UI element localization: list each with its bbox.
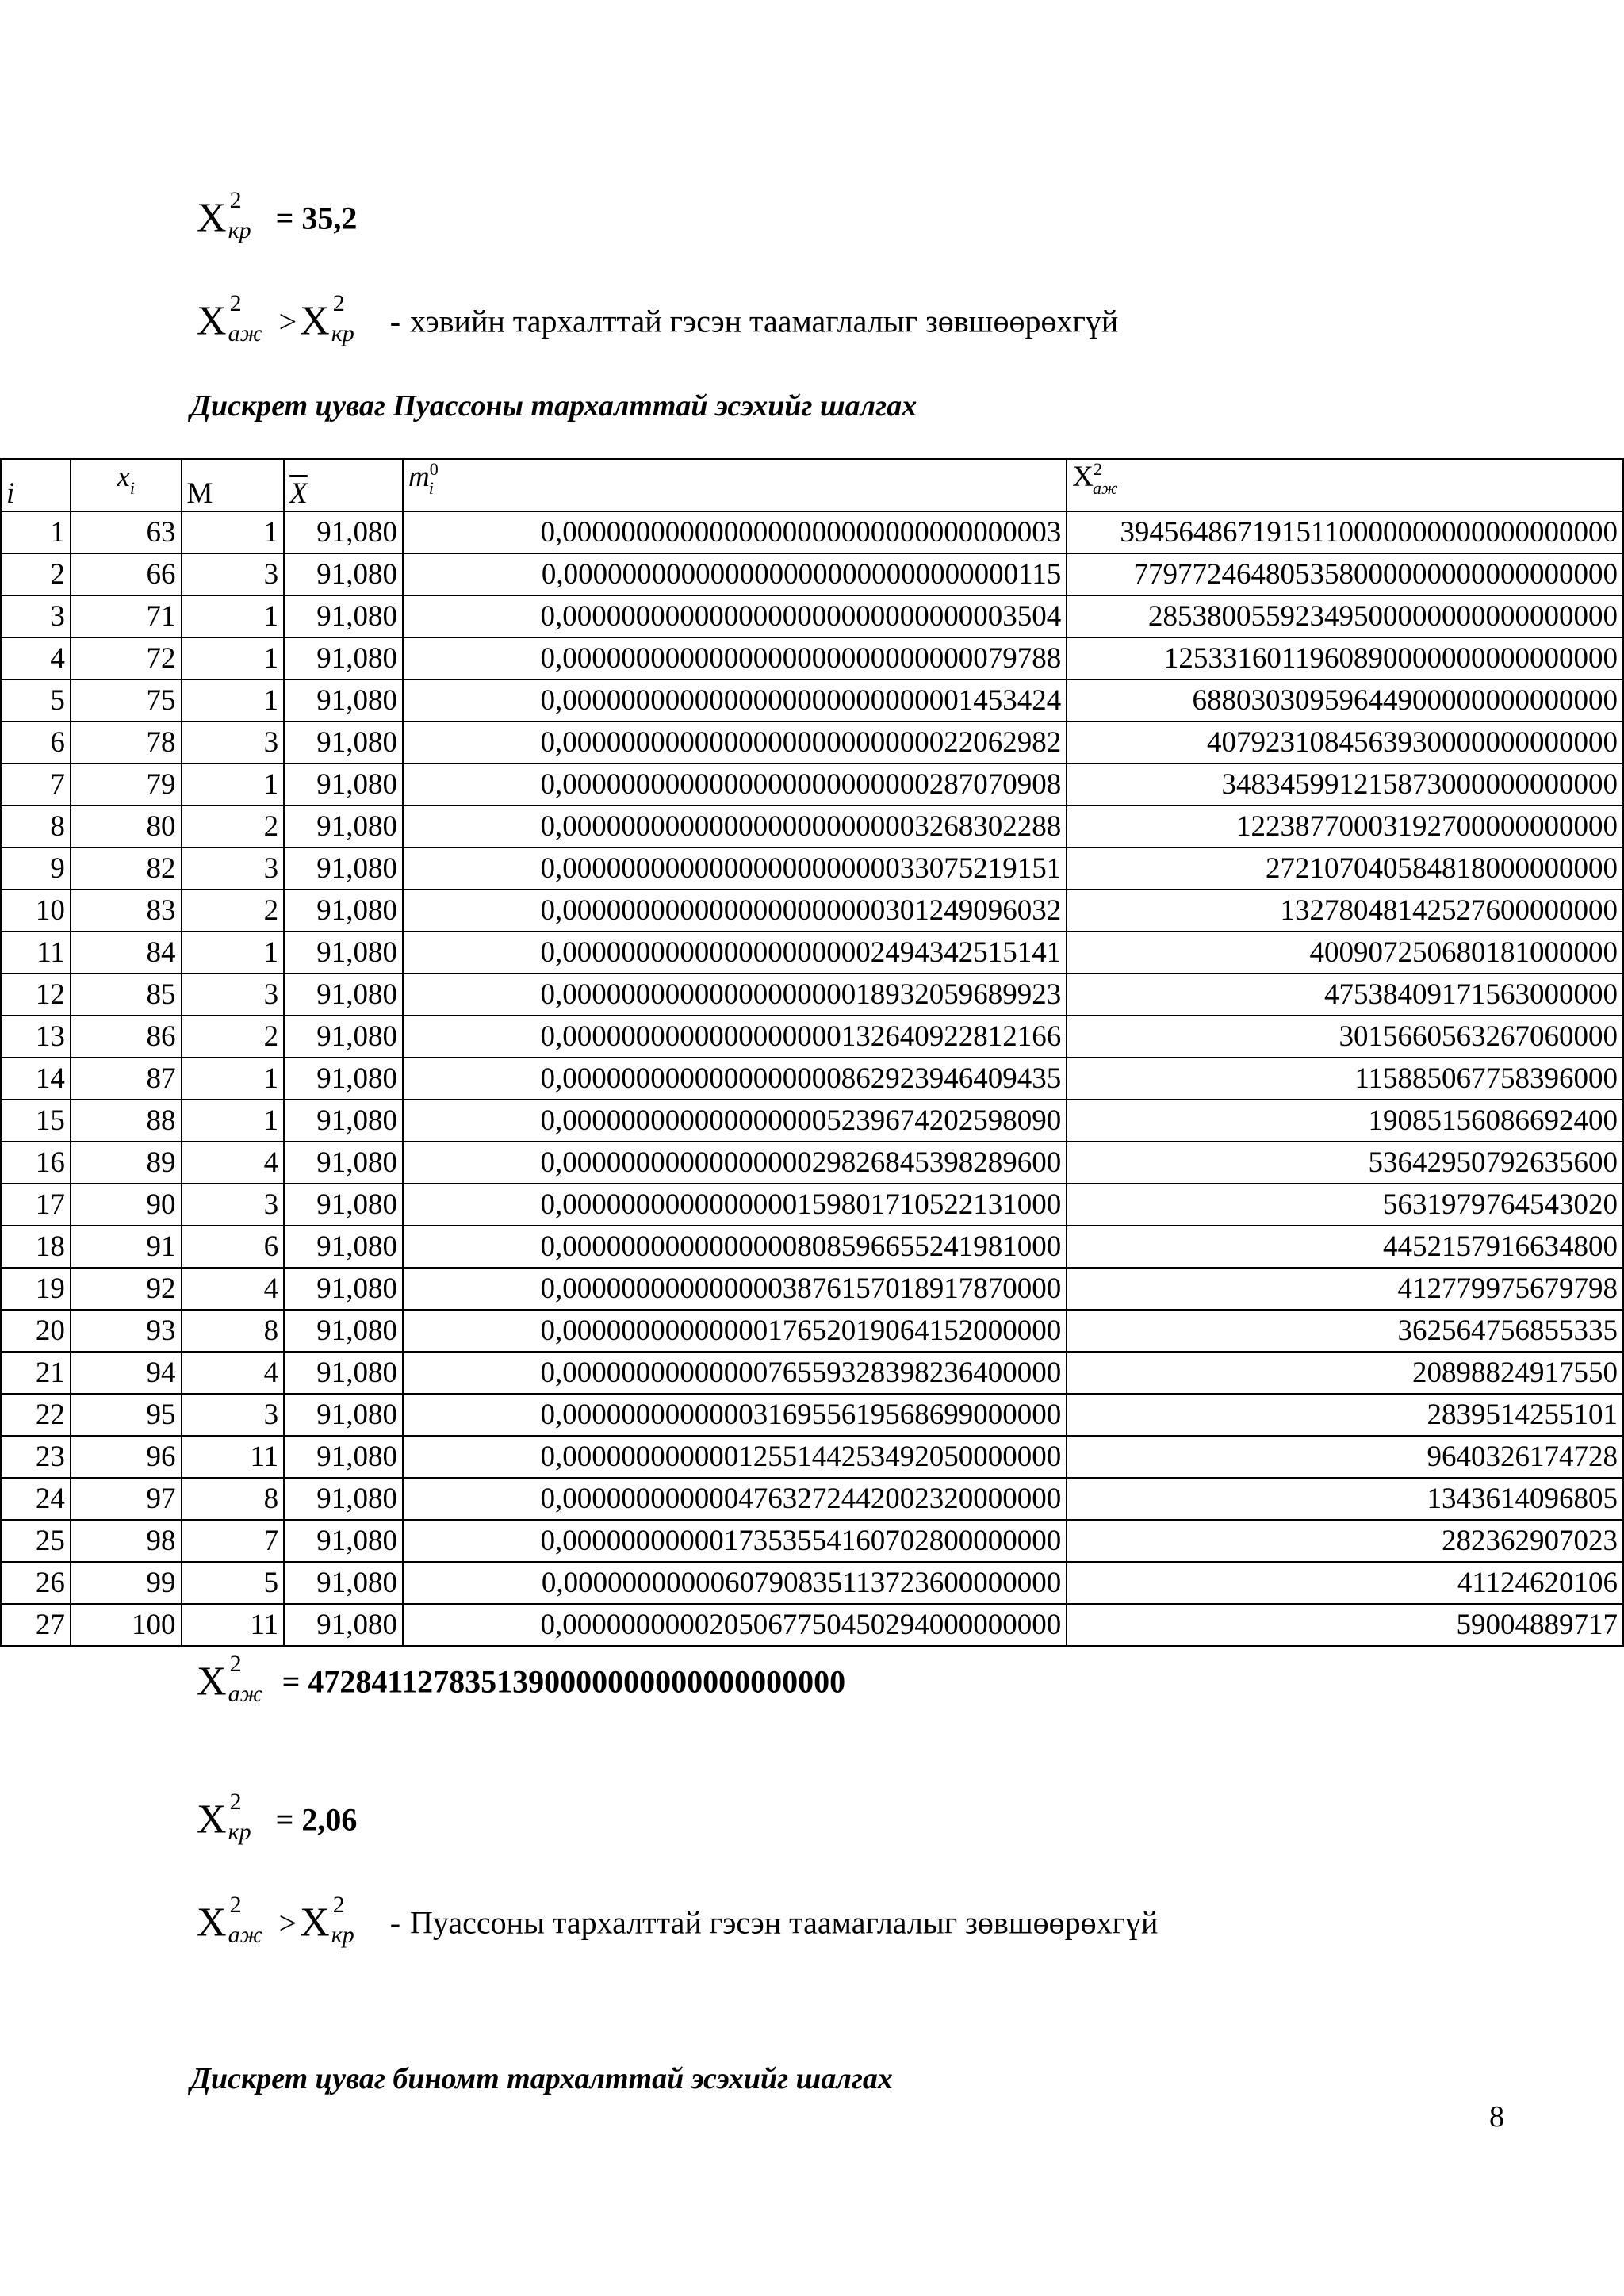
- cell-m: 2: [182, 890, 285, 932]
- cell-x: 94: [71, 1352, 182, 1394]
- chi-indices: [227, 1789, 276, 1847]
- cell-xbar: 91,080: [284, 1352, 403, 1394]
- section-heading-binomial: Дискрет цуваг биномт тархалттай эсэхийг шалгах: [190, 2062, 893, 2095]
- table-row: [1, 511, 1623, 553]
- cell-chi: 13278048142527600000000: [1067, 890, 1623, 932]
- cell-m: 3: [182, 1184, 285, 1226]
- chi-symbol: Χ: [300, 298, 330, 344]
- cell-m: 4: [182, 1352, 285, 1394]
- cell-xbar: 91,080: [284, 1058, 403, 1100]
- cell-chi: 3015660563267060000: [1067, 1016, 1623, 1058]
- cell-m: 1: [182, 932, 285, 974]
- cell-mi0: 0,0000000000000000005239674202598090: [403, 1100, 1067, 1142]
- cell-chi: 68803030959644900000000000000: [1067, 679, 1623, 721]
- cell-x: 86: [71, 1016, 182, 1058]
- formula-critical-bottom: [197, 1789, 358, 1847]
- cell-xbar: 91,080: [284, 1436, 403, 1478]
- cell-chi: 20898824917550: [1067, 1352, 1623, 1394]
- table-row: [1, 1478, 1623, 1520]
- cell-i: 24: [1, 1478, 71, 1520]
- chi-symbol: Χ: [197, 1900, 227, 1946]
- cell-mi0: 0,0000000000000000000132640922812166: [403, 1016, 1067, 1058]
- cell-m: 1: [182, 511, 285, 553]
- chi-sub: кр: [228, 217, 251, 243]
- dash: -: [389, 1904, 401, 1941]
- cell-xbar: 91,080: [284, 974, 403, 1016]
- cell-m: 3: [182, 721, 285, 763]
- cell-mi0: 0,0000000000000000159801710522131000: [403, 1184, 1067, 1226]
- header-x: $x_i$: [71, 459, 182, 511]
- cell-mi0: 0,0000000000000000000000000000079788: [403, 637, 1067, 679]
- conclusion-text: хэвийн тархалттай гэсэн таамаглалыг зөвшөөрөхгүй: [410, 303, 1119, 339]
- cell-i: 27: [1, 1604, 71, 1646]
- cell-x: 96: [71, 1436, 182, 1478]
- cell-x: 92: [71, 1268, 182, 1310]
- formula-conclusion-top: [197, 290, 1119, 349]
- cell-xbar: 91,080: [284, 1100, 403, 1142]
- cell-xbar: 91,080: [284, 1226, 403, 1268]
- chi-sup: 2: [332, 1892, 345, 1918]
- cell-i: 21: [1, 1352, 71, 1394]
- cell-mi0: 0,0000000000000000000000000000000115: [403, 553, 1067, 595]
- cell-xbar: 91,080: [284, 637, 403, 679]
- chi-sup: 2: [229, 1651, 242, 1677]
- cell-mi0: 0,0000000000060790835113723600000000: [403, 1562, 1067, 1604]
- cell-mi0: 0,0000000000000000000000000001453424: [403, 679, 1067, 721]
- cell-xbar: 91,080: [284, 511, 403, 553]
- cell-i: 2: [1, 553, 71, 595]
- chi-sup: 2: [229, 187, 242, 213]
- cell-i: 14: [1, 1058, 71, 1100]
- cell-x: 82: [71, 848, 182, 890]
- chi-indices-left: [227, 1892, 276, 1950]
- cell-mi0: 0,0000000000000017652019064152000000: [403, 1310, 1067, 1352]
- chi-sup: 2: [229, 1789, 242, 1815]
- cell-m: 1: [182, 1100, 285, 1142]
- table-header-row: [1, 459, 1623, 511]
- cell-x: 84: [71, 932, 182, 974]
- table-row: [1, 1058, 1623, 1100]
- chi-indices: [227, 1651, 276, 1709]
- cell-mi0: 0,0000000000205067750450294000000000: [403, 1604, 1067, 1646]
- cell-chi: 272107040584818000000000: [1067, 848, 1623, 890]
- cell-xbar: 91,080: [284, 595, 403, 637]
- table-row: [1, 1352, 1623, 1394]
- cell-i: 1: [1, 511, 71, 553]
- cell-x: 95: [71, 1394, 182, 1436]
- cell-x: 66: [71, 553, 182, 595]
- chi-sub: кр: [331, 1922, 354, 1948]
- cell-chi: 47538409171563000000: [1067, 974, 1623, 1016]
- cell-x: 98: [71, 1520, 182, 1562]
- table-row: [1, 1100, 1623, 1142]
- chi-sup: 2: [229, 1892, 242, 1918]
- table-row: [1, 1310, 1623, 1352]
- cell-xbar: 91,080: [284, 848, 403, 890]
- cell-mi0: 0,0000000000000000000000301249096032: [403, 890, 1067, 932]
- cell-mi0: 0,0000000000017353554160702800000000: [403, 1520, 1067, 1562]
- table-row: [1, 932, 1623, 974]
- cell-chi: 412779975679798: [1067, 1268, 1623, 1310]
- table-row: [1, 1520, 1623, 1562]
- cell-m: 1: [182, 1058, 285, 1100]
- cell-x: 88: [71, 1100, 182, 1142]
- chi-sub: аж: [228, 320, 262, 346]
- cell-xbar: 91,080: [284, 890, 403, 932]
- table-row: [1, 1394, 1623, 1436]
- table-row: [1, 1268, 1623, 1310]
- cell-xbar: 91,080: [284, 1604, 403, 1646]
- table-row: [1, 1016, 1623, 1058]
- cell-x: 72: [71, 637, 182, 679]
- cell-m: 7: [182, 1520, 285, 1562]
- cell-i: 6: [1, 721, 71, 763]
- table-row: [1, 1604, 1623, 1646]
- cell-chi: 282362907023: [1067, 1520, 1623, 1562]
- chi-sub: кр: [228, 1819, 251, 1845]
- cell-i: 13: [1, 1016, 71, 1058]
- table-body: [1, 511, 1623, 1646]
- cell-m: 1: [182, 763, 285, 806]
- cell-xbar: 91,080: [284, 1562, 403, 1604]
- cell-i: 18: [1, 1226, 71, 1268]
- cell-x: 100: [71, 1604, 182, 1646]
- chi-symbol: Χ: [300, 1900, 330, 1946]
- header-xbar: $\overline{X}$: [284, 459, 403, 511]
- cell-xbar: 91,080: [284, 553, 403, 595]
- cell-x: 71: [71, 595, 182, 637]
- cell-x: 90: [71, 1184, 182, 1226]
- cell-mi0: 0,0000000000000000000000000287070908: [403, 763, 1067, 806]
- cell-m: 4: [182, 1142, 285, 1184]
- cell-i: 19: [1, 1268, 71, 1310]
- table-row: [1, 595, 1623, 637]
- header-chi: $X^2_{аж}$: [1067, 459, 1623, 511]
- cell-x: 93: [71, 1310, 182, 1352]
- chi-sup: 2: [229, 290, 242, 316]
- cell-mi0: 0,0000000000000076559328398236400000: [403, 1352, 1067, 1394]
- cell-x: 80: [71, 806, 182, 848]
- table-row: [1, 806, 1623, 848]
- cell-chi: 400907250680181000000: [1067, 932, 1623, 974]
- cell-m: 8: [182, 1478, 285, 1520]
- header-i: i: [1, 459, 71, 511]
- cell-m: 11: [182, 1436, 285, 1478]
- cell-chi: 1253316011960890000000000000000: [1067, 637, 1623, 679]
- cell-m: 2: [182, 1016, 285, 1058]
- formula-observed: [197, 1651, 846, 1709]
- cell-m: 1: [182, 637, 285, 679]
- cell-x: 78: [71, 721, 182, 763]
- cell-i: 26: [1, 1562, 71, 1604]
- cell-xbar: 91,080: [284, 721, 403, 763]
- cell-xbar: 91,080: [284, 679, 403, 721]
- cell-x: 99: [71, 1562, 182, 1604]
- cell-xbar: 91,080: [284, 1478, 403, 1520]
- header-m: M: [182, 459, 285, 511]
- cell-m: 8: [182, 1310, 285, 1352]
- cell-chi: 53642950792635600: [1067, 1142, 1623, 1184]
- cell-i: 16: [1, 1142, 71, 1184]
- cell-i: 10: [1, 890, 71, 932]
- chi-sub: аж: [228, 1681, 262, 1707]
- chi-symbol: Χ: [197, 1797, 227, 1843]
- cell-i: 5: [1, 679, 71, 721]
- cell-chi: 41124620106: [1067, 1562, 1623, 1604]
- cell-m: 3: [182, 848, 285, 890]
- cell-i: 23: [1, 1436, 71, 1478]
- chi-symbol: Χ: [197, 1659, 227, 1705]
- cell-chi: 5631979764543020: [1067, 1184, 1623, 1226]
- cell-xbar: 91,080: [284, 1016, 403, 1058]
- table-row: [1, 1184, 1623, 1226]
- table-row: [1, 637, 1623, 679]
- table-row: [1, 1562, 1623, 1604]
- greater-than-sign: >: [278, 1904, 297, 1941]
- cell-mi0: 0,0000000000001255144253492050000000: [403, 1436, 1067, 1478]
- cell-x: 75: [71, 679, 182, 721]
- chi-sub: кр: [331, 320, 354, 346]
- cell-m: 11: [182, 1604, 285, 1646]
- cell-i: 11: [1, 932, 71, 974]
- cell-i: 22: [1, 1394, 71, 1436]
- cell-i: 7: [1, 763, 71, 806]
- page-number: 8: [1489, 2100, 1504, 2133]
- cell-chi: 2839514255101: [1067, 1394, 1623, 1436]
- cell-xbar: 91,080: [284, 1310, 403, 1352]
- cell-x: 79: [71, 763, 182, 806]
- cell-x: 87: [71, 1058, 182, 1100]
- table-row: [1, 679, 1623, 721]
- cell-x: 83: [71, 890, 182, 932]
- cell-chi: 3945648671915110000000000000000000: [1067, 511, 1623, 553]
- cell-chi: 1343614096805: [1067, 1478, 1623, 1520]
- cell-chi: 9640326174728: [1067, 1436, 1623, 1478]
- data-table: [0, 458, 1624, 1647]
- table-row: [1, 1226, 1623, 1268]
- table-row: [1, 721, 1623, 763]
- cell-chi: 115885067758396000: [1067, 1058, 1623, 1100]
- cell-i: 17: [1, 1184, 71, 1226]
- cell-m: 6: [182, 1226, 285, 1268]
- cell-i: 8: [1, 806, 71, 848]
- cell-m: 2: [182, 806, 285, 848]
- cell-chi: 4452157916634800: [1067, 1226, 1623, 1268]
- chi-indices: [227, 187, 276, 246]
- cell-x: 89: [71, 1142, 182, 1184]
- cell-i: 20: [1, 1310, 71, 1352]
- cell-xbar: 91,080: [284, 763, 403, 806]
- formula-conclusion-bottom: [197, 1892, 1159, 1950]
- table-row: [1, 974, 1623, 1016]
- cell-xbar: 91,080: [284, 932, 403, 974]
- cell-mi0: 0,0000000000000003876157018917870000: [403, 1268, 1067, 1310]
- cell-mi0: 0,0000000000000000029826845398289600: [403, 1142, 1067, 1184]
- chi-indices-right: [330, 290, 379, 349]
- chi-sup: 2: [332, 290, 345, 316]
- critical-value: = 2,06: [275, 1801, 358, 1838]
- cell-m: 4: [182, 1268, 285, 1310]
- cell-mi0: 0,0000000000000000000000000000000003: [403, 511, 1067, 553]
- greater-than-sign: >: [278, 303, 297, 339]
- cell-x: 91: [71, 1226, 182, 1268]
- cell-xbar: 91,080: [284, 1184, 403, 1226]
- table-row: [1, 763, 1623, 806]
- formula-critical-top: [197, 187, 358, 246]
- cell-i: 15: [1, 1100, 71, 1142]
- cell-m: 3: [182, 974, 285, 1016]
- cell-chi: 12238770003192700000000000: [1067, 806, 1623, 848]
- cell-i: 25: [1, 1520, 71, 1562]
- chi-indices-left: [227, 290, 276, 349]
- cell-chi: 348345991215873000000000000: [1067, 763, 1623, 806]
- chi-sub: аж: [228, 1922, 262, 1948]
- cell-m: 3: [182, 553, 285, 595]
- cell-chi: 4079231084563930000000000000: [1067, 721, 1623, 763]
- cell-mi0: 0,0000000000000000808596655241981000: [403, 1226, 1067, 1268]
- cell-chi: 59004889717: [1067, 1604, 1623, 1646]
- chi-indices-right: [330, 1892, 379, 1950]
- cell-mi0: 0,0000000000000000000000000000003504: [403, 595, 1067, 637]
- cell-i: 9: [1, 848, 71, 890]
- cell-mi0: 0,0000000000000000000000000022062982: [403, 721, 1067, 763]
- observed-value: = 4728411278351390000000000000000000: [282, 1663, 846, 1700]
- cell-mi0: 0,0000000000004763272442002320000000: [403, 1478, 1067, 1520]
- table-row: [1, 848, 1623, 890]
- cell-mi0: 0,0000000000000000000862923946409435: [403, 1058, 1067, 1100]
- section-heading-poisson: Дискрет цуваг Пуассоны тархалттай эсэхийг шалгах: [190, 389, 917, 423]
- cell-m: 1: [182, 595, 285, 637]
- cell-xbar: 91,080: [284, 1520, 403, 1562]
- cell-mi0: 0,0000000000000000000018932059689923: [403, 974, 1067, 1016]
- cell-x: 85: [71, 974, 182, 1016]
- cell-chi: 28538005592349500000000000000000: [1067, 595, 1623, 637]
- cell-i: 4: [1, 637, 71, 679]
- table-row: [1, 1142, 1623, 1184]
- cell-x: 97: [71, 1478, 182, 1520]
- cell-xbar: 91,080: [284, 1394, 403, 1436]
- table-row: [1, 553, 1623, 595]
- cell-chi: 779772464805358000000000000000000: [1067, 553, 1623, 595]
- cell-m: 1: [182, 679, 285, 721]
- cell-mi0: 0,0000000000000000000000003268302288: [403, 806, 1067, 848]
- cell-i: 3: [1, 595, 71, 637]
- cell-x: 63: [71, 511, 182, 553]
- cell-m: 3: [182, 1394, 285, 1436]
- cell-chi: 362564756855335: [1067, 1310, 1623, 1352]
- cell-mi0: 0,0000000000000000000002494342515141: [403, 932, 1067, 974]
- dash: -: [389, 303, 401, 339]
- cell-mi0: 0,0000000000000316955619568699000000: [403, 1394, 1067, 1436]
- chi-symbol: Χ: [197, 298, 227, 344]
- cell-m: 5: [182, 1562, 285, 1604]
- header-mi0: $m^0_i$: [403, 459, 1067, 511]
- cell-xbar: 91,080: [284, 1142, 403, 1184]
- cell-chi: 19085156086692400: [1067, 1100, 1623, 1142]
- table-row: [1, 890, 1623, 932]
- cell-i: 12: [1, 974, 71, 1016]
- table-row: [1, 1436, 1623, 1478]
- cell-mi0: 0,0000000000000000000000033075219151: [403, 848, 1067, 890]
- cell-xbar: 91,080: [284, 806, 403, 848]
- chi-symbol: Χ: [197, 195, 227, 241]
- conclusion-text: Пуассоны тархалттай гэсэн таамаглалыг зөвшөөрөхгүй: [410, 1904, 1159, 1941]
- cell-xbar: 91,080: [284, 1268, 403, 1310]
- critical-value: = 35,2: [275, 200, 358, 236]
